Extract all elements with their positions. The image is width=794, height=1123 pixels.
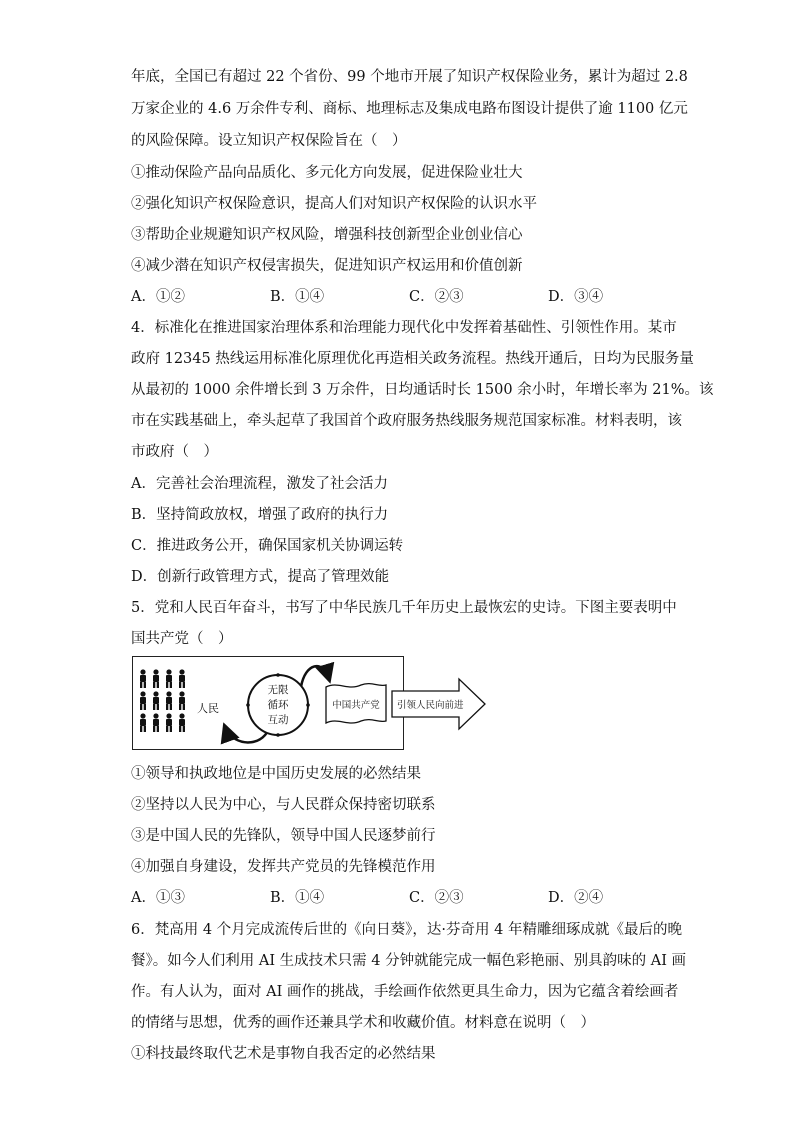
- person-icon: [179, 669, 185, 688]
- person-icon: [166, 669, 172, 688]
- q3-option-b[interactable]: B．①④: [270, 289, 325, 305]
- q3-statement-1: ①推动保险产品向品质化、多元化方向发展，促进保险业壮大: [131, 165, 523, 181]
- q5-statement-2: ②坚持以人民为中心，与人民群众保持密切联系: [131, 797, 436, 813]
- q4-stem-line: 4．标准化在推进国家治理体系和治理能力现代化中发挥着基础性、引领性作用。某市: [131, 320, 677, 336]
- q4-stem-line: 市在实践基础上，牵头起草了我国首个政府服务热线服务规范国家标准。材料表明，该: [131, 413, 682, 429]
- person-icon: [179, 691, 185, 710]
- person-icon: [166, 713, 172, 732]
- q4-option-a[interactable]: A．完善社会治理流程，激发了社会活力: [131, 476, 388, 492]
- q3-option-c[interactable]: C．②③: [409, 289, 464, 305]
- q3-text-line: 的风险保障。设立知识产权保险旨在（ ）: [131, 133, 407, 149]
- flag-label: 中国共产党: [332, 700, 380, 711]
- q3-option-a[interactable]: A．①②: [131, 289, 185, 305]
- q4-option-c[interactable]: C．推进政务公开，确保国家机关协调运转: [131, 538, 404, 554]
- q4-stem-line: 从最初的 1000 余件增长到 3 万余件，日均通话时长 1500 余小时，年增长率为 21%。该: [131, 382, 714, 398]
- q3-text-line: 万家企业的 4.6 万余件专利、商标、地理标志及集成电路布图设计提供了逾 1100 亿元: [131, 101, 688, 117]
- person-icon: [153, 669, 159, 688]
- q5-statement-1: ①领导和执政地位是中国历史发展的必然结果: [131, 766, 421, 782]
- q5-option-c[interactable]: C．②③: [409, 890, 464, 906]
- loop-arrow-icon: [301, 666, 329, 687]
- q5-options: [131, 888, 671, 908]
- q6-stem-line: 6．梵高用 4 个月完成流传后世的《向日葵》，达·芬奇用 4 年精雕细琢成就《最后的晚: [131, 922, 682, 938]
- q5-option-b[interactable]: B．①④: [270, 890, 325, 906]
- person-icon: [140, 691, 146, 710]
- q3-statement-4: ④减少潜在知识产权侵害损失，促进知识产权运用和价值创新: [131, 258, 523, 274]
- q4-option-b[interactable]: B．坚持简政放权，增强了政府的执行力: [131, 507, 389, 523]
- q4-option-d[interactable]: D．创新行政管理方式，提高了管理效能: [131, 569, 390, 585]
- person-icon: [140, 713, 146, 732]
- people-label: 人民: [197, 702, 219, 715]
- q6-stem-line: 的情绪与思想，优秀的画作还兼具学术和收藏价值。材料意在说明（ ）: [131, 1015, 595, 1031]
- q3-option-d[interactable]: D．③④: [548, 289, 604, 305]
- q5-option-a[interactable]: A．①③: [131, 890, 185, 906]
- q3-text-line: 年底，全国已有超过 22 个省份、99 个地市开展了知识产权保险业务，累计为超过 2.8: [131, 69, 688, 85]
- q6-statement-1: ①科技最终取代艺术是事物自我否定的必然结果: [131, 1046, 436, 1062]
- person-icon: [166, 691, 172, 710]
- q4-stem-line: 政府 12345 热线运用标准化原理优化再造相关政务流程。热线开通后，日均为民服务量: [131, 351, 694, 367]
- q5-stem-line: 国共产党（ ）: [131, 631, 233, 647]
- q5-diagram: [132, 656, 464, 750]
- q3-statement-3: ③帮助企业规避知识产权风险，增强科技创新型企业创业信心: [131, 227, 523, 243]
- q5-stem-line: 5．党和人民百年奋斗，书写了中华民族几千年历史上最恢宏的史诗。下图主要表明中: [131, 600, 677, 616]
- q6-stem-line: 作。有人认为，面对 AI 画作的挑战，手绘画作依然更具生命力，因为它蕴含着绘画者: [131, 984, 679, 1000]
- q5-diagram-figure: [133, 657, 464, 749]
- circle-text: 无限: [267, 684, 289, 696]
- person-icon: [153, 691, 159, 710]
- q5-statement-4: ④加强自身建设，发挥共产党员的先锋模范作用: [131, 859, 436, 875]
- q4-stem-line: 市政府（ ）: [131, 444, 218, 460]
- q3-options: [131, 287, 671, 307]
- circle-text: 循环: [267, 699, 289, 711]
- arrow-label: 引领人民向前进: [397, 700, 464, 711]
- q5-option-d[interactable]: D．②④: [548, 890, 604, 906]
- person-icon: [140, 669, 146, 688]
- person-icon: [179, 713, 185, 732]
- q6-stem-line: 餐》。如今人们利用 AI 生成技术只需 4 分钟就能完成一幅色彩艳丽、别具韵味的 AI 画: [131, 953, 687, 969]
- q5-statement-3: ③是中国人民的先锋队，领导中国人民逐梦前行: [131, 828, 436, 844]
- circle-text: 互动: [267, 714, 289, 726]
- person-icon: [153, 713, 159, 732]
- q3-statement-2: ②强化知识产权保险意识，提高人们对知识产权保险的认识水平: [131, 196, 537, 212]
